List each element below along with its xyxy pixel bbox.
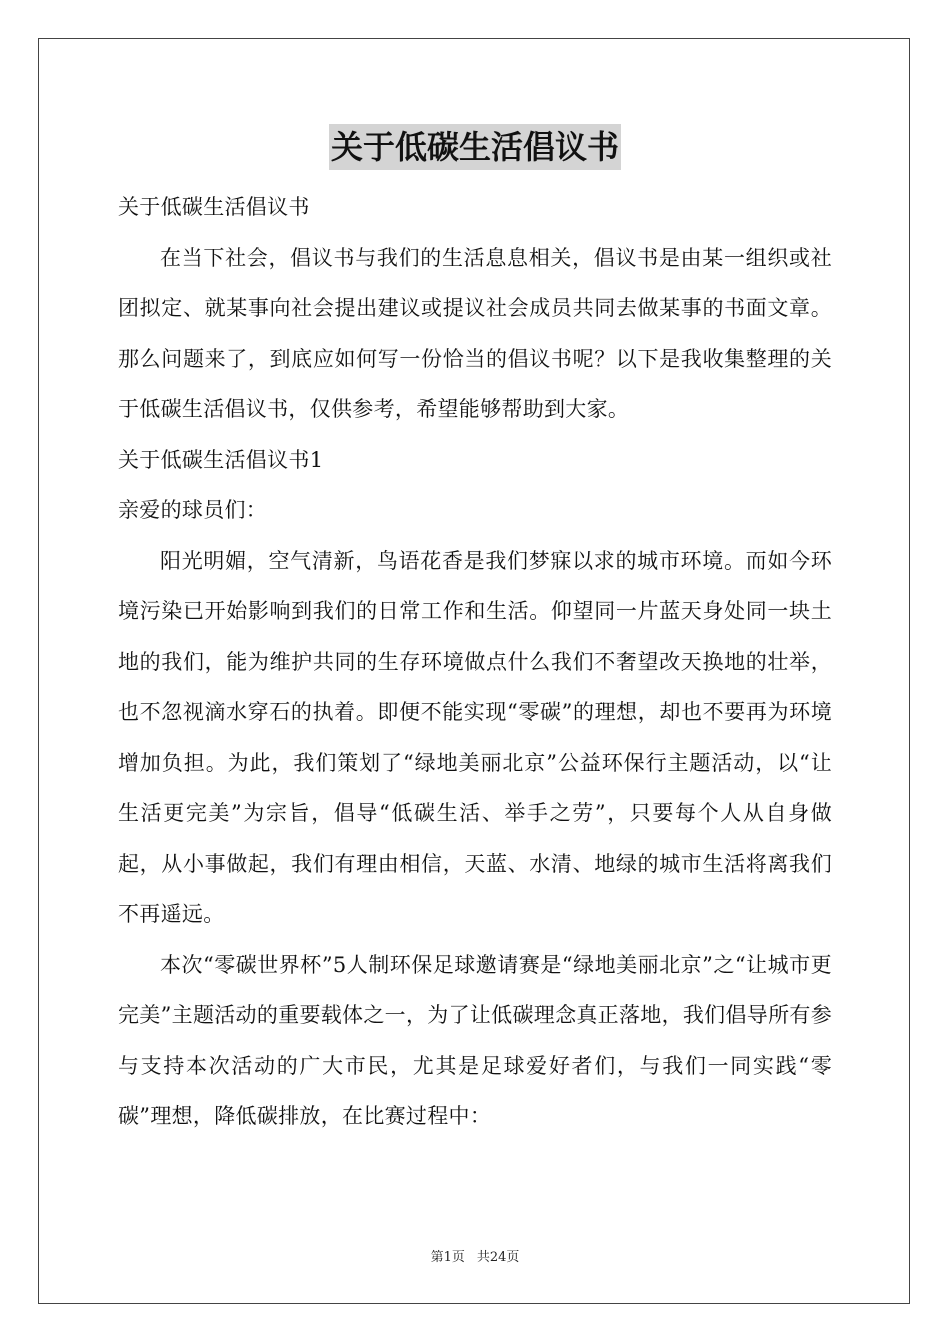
document-body (118, 124, 832, 1142)
title-container (118, 124, 832, 172)
paragraph-subtitle: 关于低碳生活倡议书 (118, 195, 310, 219)
paragraph-section-heading: 关于低碳生活倡议书1 (118, 447, 324, 472)
paragraph-intro: 在当下社会，倡议书与我们的生活息息相关，倡议书是由某一组织或社团拟定、就某事向社会提出建议或提议社会成员共同去做某事的书面文章。那么问题来了，到底应如何写一份恰当的倡议书呢？以下是我收集整理的关于低碳生活倡议书，仅供参考，希望能够帮助到大家。 (118, 245, 832, 421)
paragraph-salutation: 亲爱的球员们： (118, 498, 268, 522)
paragraph-body-2: 本次“零碳世界杯”5人制环保足球邀请赛是“绿地美丽北京”之“让城市更完美”主题活动的重要载体之一，为了让低碳理念真正落地，我们倡导所有参与支持本次活动的广大市民，尤其是足球爱好者们，与我们一同实践“零碳”理想，降低碳排放，在比赛过程中： (118, 952, 832, 1128)
page-footer (0, 1246, 950, 1265)
paragraph-body-1: 阳光明媚，空气清新，鸟语花香是我们梦寐以求的城市环境。而如今环境污染已开始影响到我们的日常工作和生活。仰望同一片蓝天身处同一块土地的我们，能为维护共同的生存环境做点什么我们不奢望改天换地的壮举，也不忽视滴水穿石的执着。即便不能实现“零碳”的理想，却也不要再为环境增加负担。为此，我们策划了“绿地美丽北京”公益环保行主题活动，以“让生活更完美”为宗旨，倡导“低碳生活、举手之劳”，只要每个人从自身做起，从小事做起，我们有理由相信，天蓝、水清、地绿的城市生活将离我们不再遥远。 (118, 548, 832, 926)
page-number: 第1页 (430, 1250, 465, 1265)
page-total: 共24页 (476, 1250, 520, 1265)
document-title: 关于低碳生活倡议书 (329, 124, 621, 170)
